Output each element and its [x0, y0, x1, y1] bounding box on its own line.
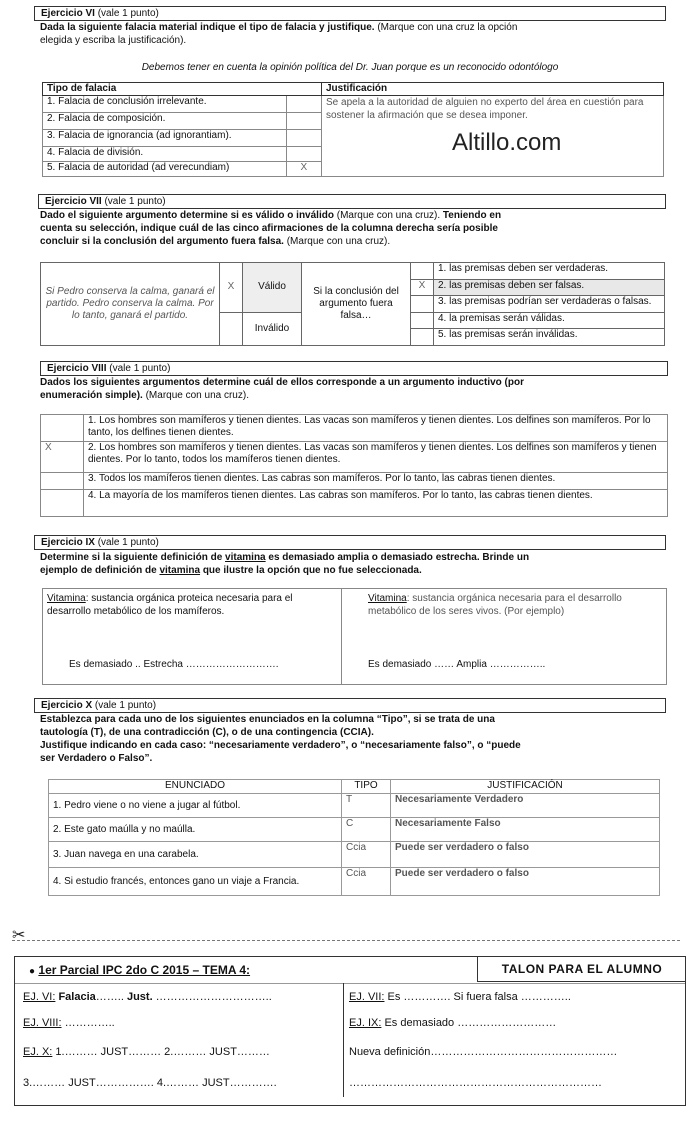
ex7-header	[38, 194, 666, 209]
ex10-row-1-tipo[interactable]: T	[342, 794, 391, 818]
ex7-statement-4-checkbox[interactable]	[411, 312, 434, 329]
ex8-points: (vale 1 punto)	[106, 363, 171, 374]
ex9-box	[42, 588, 667, 685]
ex10-row-4-just[interactable]: Puede ser verdadero o falso	[391, 868, 660, 896]
talon-definition-line[interactable]: ……………………………………………………………	[349, 1077, 602, 1089]
talon-ej10-label: EJ. X:	[23, 1046, 53, 1058]
ex6-option-1-checkbox[interactable]	[286, 96, 321, 113]
ex10-row-3-enunciado: 3. Juan navega en una carabela.	[49, 842, 342, 868]
talon-ej6-just: Just.	[123, 991, 153, 1003]
ex6-option-4-checkbox[interactable]	[286, 147, 321, 162]
ex9-instr-2a: ejemplo de definición de	[40, 565, 160, 576]
ex10-table	[48, 779, 660, 896]
ex6-title: Ejercicio VI	[41, 8, 95, 19]
ex10-col-justificacion: JUSTIFICACIÓN	[391, 780, 660, 794]
cut-line	[12, 940, 680, 941]
ex7-title: Ejercicio VII	[45, 196, 102, 207]
ex7-points: (vale 1 punto)	[101, 196, 166, 207]
ex8-option-4: 4. La mayoría de los mamíferos tienen dientes. Las cabras son mamíferos. Por lo tanto, las cabras tienen dientes.	[84, 490, 668, 517]
talon-ej10-answer[interactable]	[23, 1046, 270, 1058]
ex9-right-answer[interactable]: Es demasiado …… Amplia ……………..	[368, 659, 546, 670]
ex9-left-definition	[47, 592, 335, 618]
ex8-option-3: 3. Todos los mamíferos tienen dientes. Las cabras son mamíferos. Por lo tanto, las cabras tienen dientes.	[84, 473, 668, 490]
ex10-points: (vale 1 punto)	[92, 700, 157, 711]
ex6-points: (vale 1 punto)	[94, 8, 159, 19]
talon-ej10-answer-2[interactable]: 3.……… JUST……………. 4.……… JUST………….	[23, 1077, 277, 1089]
ex6-instructions	[40, 21, 660, 47]
ex6-col-tipo: Tipo de falacia	[43, 83, 322, 96]
ex6-col-justificacion: Justificación	[322, 83, 664, 96]
ex6-justification-cell[interactable]	[322, 96, 664, 177]
ex8-instr-2a: enumeración simple).	[40, 390, 143, 401]
ex7-valid-checkbox[interactable]: X	[220, 263, 243, 313]
ex7-statement-1-checkbox[interactable]	[411, 263, 434, 280]
ex9-points: (vale 1 punto)	[94, 537, 159, 548]
ex7-instr-1b: (Marque con una cruz).	[333, 210, 441, 221]
talon-ej8-answer[interactable]	[23, 1017, 115, 1029]
ex9-right-cell	[342, 589, 666, 684]
ex8-header	[40, 361, 668, 376]
ex7-argument: Si Pedro conserva la calma, ganará el partido. Pedro conserva la calma. Por lo tanto, ganará el partido.	[41, 263, 220, 346]
ex10-title: Ejercicio X	[41, 700, 93, 711]
ex8-title: Ejercicio VIII	[47, 363, 107, 374]
ex7-instr-2: cuenta su selección, indique cuál de las cinco afirmaciones de la columna derecha sería posible	[40, 223, 498, 234]
ex7-statement-3: 3. las premisas podrían ser verdaderas o falsas.	[434, 296, 665, 313]
altillo-watermark: Altillo.com	[452, 129, 562, 156]
talon-ej9-answer[interactable]	[349, 1017, 556, 1029]
ex9-left-cell	[43, 589, 342, 684]
ex6-option-4: 4. Falacia de división.	[43, 147, 287, 162]
ex7-valid-label: Válido	[243, 263, 302, 313]
ex10-row-4-enunciado: 4. Si estudio francés, entonces gano un viaje a Francia.	[49, 868, 342, 896]
ex7-statement-5: 5. las premisas serán inválidas.	[434, 329, 665, 346]
talon-header-text: 1er Parcial IPC 2do C 2015 – TEMA 4:	[38, 963, 251, 977]
ex6-instr-bold: Dada la siguiente falacia material indique el tipo de falacia y justifique.	[40, 22, 375, 33]
ex6-justification: Se apela a la autoridad de alguien no experto del área en cuestión para sostener la afirmación que se desea imponer.	[326, 97, 644, 121]
ex6-option-1: 1. Falacia de conclusión irrelevante.	[43, 96, 287, 113]
ex10-row-2-tipo[interactable]: C	[342, 818, 391, 842]
ex6-table	[42, 82, 664, 177]
ex9-instructions	[40, 551, 670, 577]
ex9-instr-1a: Determine si la siguiente definición de	[40, 552, 226, 563]
ex9-instr-2c: que ilustre la opción que no fue seleccionada.	[200, 565, 422, 576]
ex9-instr-2b: vitamina	[159, 565, 201, 576]
talon-header: ● 1er Parcial IPC 2do C 2015 – TEMA 4:	[29, 963, 251, 977]
ex9-left-term: Vitamina	[47, 593, 86, 604]
ex6-option-2: 2. Falacia de composición.	[43, 113, 287, 130]
ex7-statement-2-checkbox[interactable]: X	[411, 279, 434, 296]
ex7-instr-1c: Teniendo en	[440, 210, 502, 221]
ex9-right-definition	[368, 592, 662, 618]
ex8-option-2: 2. Los hombres son mamíferos y tienen dientes. Las vacas son mamíferos y tienen dientes. Los delfines son mamíferos y tienen dientes. Por lo tanto, todos los mamíferos tienen dientes.	[84, 442, 668, 473]
ex8-instructions	[40, 376, 670, 402]
ex8-option-3-checkbox[interactable]	[41, 473, 84, 490]
ex7-invalid-label: Inválido	[243, 312, 302, 345]
ex10-col-enunciado: ENUNCIADO	[49, 780, 342, 794]
ex9-left-answer[interactable]: Es demasiado .. Estrecha ……………………….	[69, 659, 279, 670]
ex7-statement-2: 2. las premisas deben ser falsas.	[434, 279, 665, 296]
ex10-row-2-enunciado: 2. Este gato maúlla y no maúlla.	[49, 818, 342, 842]
talon-ej9-label: EJ. IX:	[349, 1017, 382, 1029]
ex6-option-3: 3. Falacia de ignorancia (ad ignorantiam).	[43, 130, 287, 147]
ex8-option-1-checkbox[interactable]	[41, 415, 84, 442]
ex7-instr-3a: concluir si la conclusión del argumento fuera falsa.	[40, 236, 284, 247]
ex7-statement-5-checkbox[interactable]	[411, 329, 434, 346]
ex6-fallacy-quote: Debemos tener en cuenta la opinión política del Dr. Juan porque es un reconocido odontólogo	[141, 62, 559, 73]
ex7-middle-text: Si la conclusión del argumento fuera falsa…	[302, 263, 411, 346]
ex6-instr-rest: (Marque con una cruz la opción	[374, 22, 518, 33]
talon-ej6-dots: ……..	[95, 991, 124, 1003]
ex10-row-3-tipo[interactable]: Ccia	[342, 842, 391, 868]
talon-ej7-text: Es …………. Si fuera falsa …………..	[384, 991, 571, 1003]
ex9-right-term: Vitamina	[368, 593, 407, 604]
ex9-instr-1c: es demasiado amplia o demasiado estrecha. Brinde un	[265, 552, 530, 563]
ex10-instr-4: ser Verdadero o Falso”.	[40, 753, 153, 764]
ex10-row-1-enunciado: 1. Pedro viene o no viene a jugar al fútbol.	[49, 794, 342, 818]
ex10-header	[34, 698, 666, 713]
ex10-row-3-just[interactable]: Puede ser verdadero o falso	[391, 842, 660, 868]
ex8-instr-1: Dados los siguientes argumentos determine cuál de ellos corresponde a un argumento inductivo (por	[40, 377, 524, 388]
ex8-table	[40, 414, 668, 517]
ex10-instructions	[40, 713, 670, 765]
ex8-option-2-checkbox[interactable]: X	[41, 442, 84, 473]
talon-vertical-divider	[343, 983, 344, 1097]
talon-ej6-label: EJ. VI:	[23, 991, 56, 1003]
ex6-header	[34, 6, 666, 21]
ex10-instr-3: Justifique indicando en cada caso: “necesariamente verdadero”, o “necesariamente falso”, o “puede	[40, 740, 521, 751]
ex7-statement-3-checkbox[interactable]	[411, 296, 434, 313]
ex9-left-def: : sustancia orgánica proteica necesaria para el desarrollo metabólico de los mamíferos.	[47, 593, 293, 617]
ex7-instructions	[40, 209, 670, 248]
talon-ej6-just-dots: …………………………..	[152, 991, 272, 1003]
talon-ej6-falacia: Falacia	[55, 991, 96, 1003]
talon-divider	[15, 983, 685, 984]
ex9-header	[34, 535, 666, 550]
talon-ej7-label: EJ. VII:	[349, 991, 385, 1003]
ex6-option-5: 5. Falacia de autoridad (ad verecundiam)	[43, 162, 287, 177]
ex7-instr-1a: Dado el siguiente argumento determine si es válido o inválido	[40, 210, 334, 221]
ex9-right-def: : sustancia orgánica necesaria para el desarrollo metabólico de los seres vivos. (Por ejemplo)	[368, 593, 622, 617]
talon-ej9-text: Es demasiado ………………………	[381, 1017, 557, 1029]
talon-ej10-text: 1.……… JUST……… 2.……… JUST………	[52, 1046, 270, 1058]
ex6-option-5-checkbox[interactable]: X	[286, 162, 321, 177]
ex10-instr-1: Establezca para cada uno de los siguientes enunciados en la columna “Tipo”, si se trata de una	[40, 714, 495, 725]
ex9-instr-1b: vitamina	[225, 552, 266, 563]
ex10-row-1-just[interactable]: Necesariamente Verdadero	[391, 794, 660, 818]
talon-box	[14, 956, 686, 1106]
ex6-option-2-checkbox[interactable]	[286, 113, 321, 130]
talon-ej8-label: EJ. VIII:	[23, 1017, 62, 1029]
talon-nueva-definicion[interactable]: Nueva definición……………………………………………	[349, 1046, 618, 1058]
ex7-statement-1: 1. las premisas deben ser verdaderas.	[434, 263, 665, 280]
talon-ej8-dots: …………..	[61, 1017, 115, 1029]
ex7-invalid-checkbox[interactable]	[220, 312, 243, 345]
ex7-table	[40, 262, 665, 346]
ex10-instr-2: tautología (T), de una contradicción (C), o de una contingencia (CCIA).	[40, 727, 374, 738]
ex10-row-2-just[interactable]: Necesariamente Falso	[391, 818, 660, 842]
ex8-instr-2b: (Marque con una cruz).	[142, 390, 249, 401]
talon-badge: TALON PARA EL ALUMNO	[477, 957, 686, 982]
scissors-icon: ✂	[12, 927, 26, 944]
ex10-col-tipo: TIPO	[342, 780, 391, 794]
talon-ej7-answer[interactable]	[349, 991, 571, 1003]
ex7-instr-3b: (Marque con una cruz).	[283, 236, 391, 247]
ex6-option-3-checkbox[interactable]	[286, 130, 321, 147]
talon-ej6-answer[interactable]	[23, 991, 272, 1003]
ex8-option-1: 1. Los hombres son mamíferos y tienen dientes. Las vacas son mamíferos y tienen dientes. Los delfines son mamíferos. Por lo tanto, los delfines tienen dientes.	[84, 415, 668, 442]
ex9-title: Ejercicio IX	[41, 537, 95, 548]
ex8-option-4-checkbox[interactable]	[41, 490, 84, 517]
ex6-instr-line2: elegida y escriba la justificación).	[40, 35, 187, 46]
ex7-statement-4: 4. la premisas serán válidas.	[434, 312, 665, 329]
ex10-row-4-tipo[interactable]: Ccia	[342, 868, 391, 896]
